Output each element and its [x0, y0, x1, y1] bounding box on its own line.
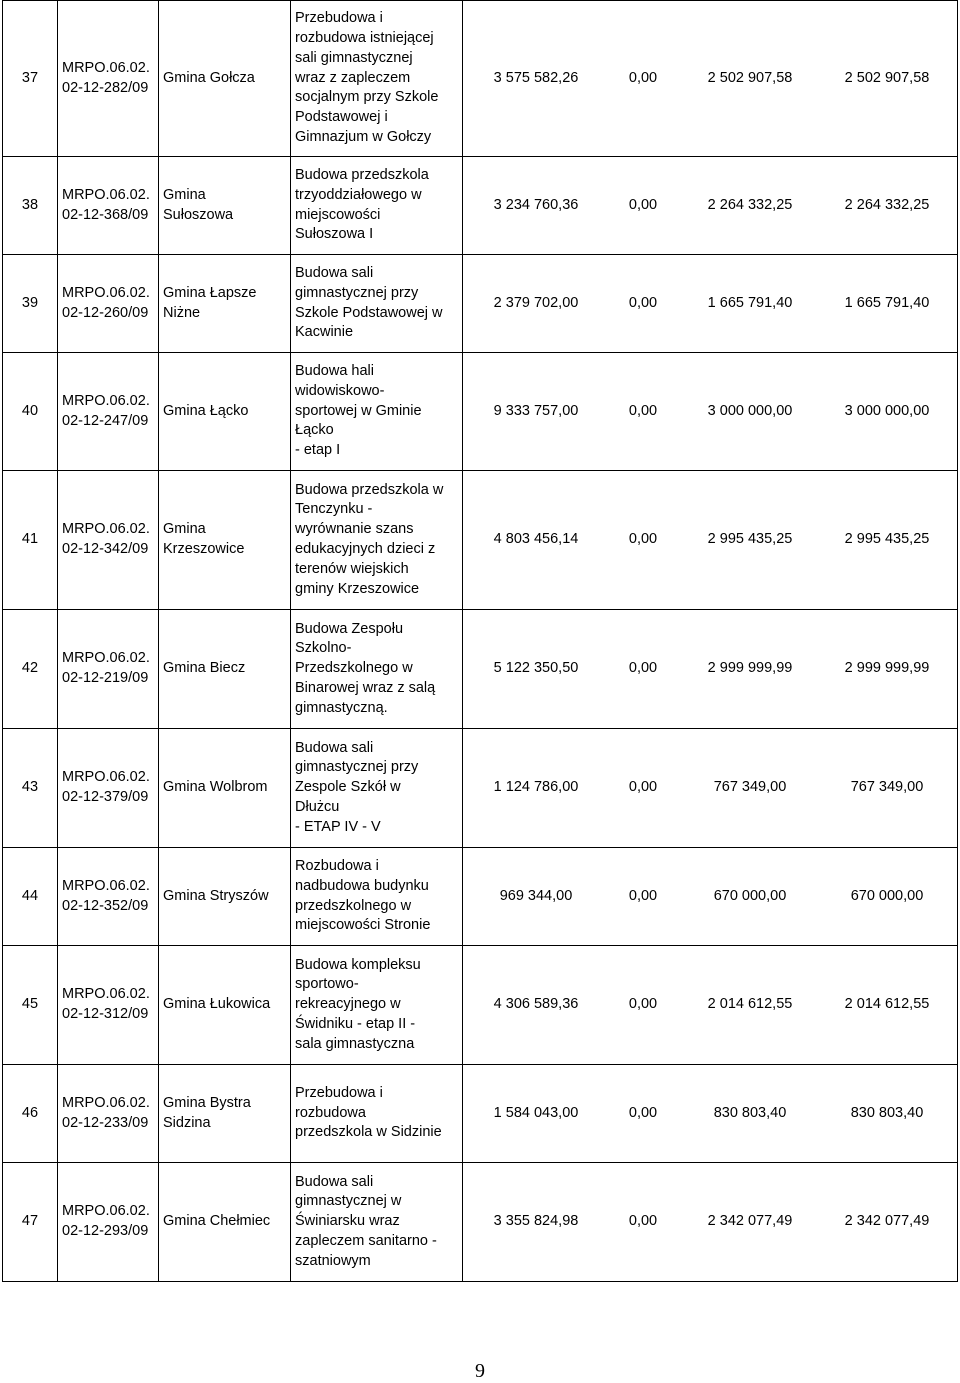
- cell-line: 02-12-379/09: [62, 789, 149, 805]
- amounts-cell: [463, 1163, 958, 1282]
- amounts-cell: [463, 157, 958, 255]
- project-title-cell: [291, 1065, 463, 1163]
- cell-line: 02-12-342/09: [62, 541, 149, 557]
- eligible-amount-value: 670 000,00: [713, 887, 787, 904]
- table-row: [3, 848, 958, 946]
- cell-line: Gmina Bystra: [163, 1094, 251, 1111]
- total-cost-value: 969 344,00: [499, 887, 573, 904]
- zero-value: 0,00: [628, 294, 658, 311]
- cell-line: Przebudowa i: [295, 1084, 383, 1101]
- table-row: [3, 255, 958, 353]
- project-title-cell: [291, 471, 463, 610]
- cell-line: 02-12-293/09: [62, 1223, 149, 1239]
- cell-line: sala gimnastyczna: [295, 1035, 415, 1052]
- cell-line: Sułoszowa: [163, 206, 234, 223]
- table-row: [3, 946, 958, 1065]
- amounts-cell: [463, 946, 958, 1065]
- cell-line: Gmina: [163, 186, 206, 203]
- cell-line: Budowa sali: [295, 1173, 374, 1190]
- cell-line: sportowo-: [295, 976, 359, 993]
- grants-table-body: [3, 1, 958, 1282]
- cell-line: miejscowości Stronie: [295, 917, 431, 934]
- row-number-cell: 39: [3, 255, 58, 353]
- cell-line: gimnastycznej przy: [295, 284, 419, 301]
- cofinancing-amount-value: 2 502 907,58: [844, 69, 930, 86]
- cell-line: rekreacyjnego w: [295, 996, 401, 1013]
- zero-value: 0,00: [628, 531, 658, 548]
- zero-value: 0,00: [628, 779, 658, 796]
- cell-line: sportowej w Gminie: [295, 402, 422, 419]
- application-id-cell: [58, 255, 159, 353]
- application-id-cell: [58, 471, 159, 610]
- application-id-cell: [58, 610, 159, 729]
- cell-line: gimnastyczną.: [295, 699, 388, 716]
- row-number-cell: 38: [3, 157, 58, 255]
- zero-value: 0,00: [628, 1104, 658, 1121]
- cell-line: - ETAP IV - V: [295, 818, 381, 835]
- grants-table: [2, 0, 958, 1282]
- zero-value: 0,00: [628, 196, 658, 213]
- beneficiary-cell: [159, 1, 291, 157]
- total-cost-value: 4 803 456,14: [493, 531, 579, 548]
- eligible-amount-value: 2 502 907,58: [707, 69, 793, 86]
- row-number-cell: 43: [3, 729, 58, 848]
- total-cost-value: 3 575 582,26: [493, 69, 579, 86]
- cell-line: MRPO.06.02.: [62, 284, 150, 301]
- cell-line: Krzeszowice: [163, 541, 245, 557]
- cell-line: Budowa sali: [295, 264, 374, 281]
- cell-line: MRPO.06.02.: [62, 1203, 150, 1220]
- total-cost-value: 3 355 824,98: [493, 1213, 579, 1230]
- page-number: 9: [475, 1360, 485, 1382]
- zero-value: 0,00: [628, 69, 658, 86]
- cell-line: rozbudowa: [295, 1104, 366, 1121]
- cell-line: Rozbudowa i: [295, 857, 379, 874]
- project-title-cell: [291, 1, 463, 157]
- cofinancing-amount-value: 830 803,40: [850, 1104, 924, 1121]
- row-number-cell: 41: [3, 471, 58, 610]
- project-title-cell: [291, 610, 463, 729]
- total-cost-value: 3 234 760,36: [493, 196, 579, 213]
- cell-line: MRPO.06.02.: [62, 59, 150, 76]
- zero-value: 0,00: [628, 996, 658, 1013]
- eligible-amount-value: 2 342 077,49: [707, 1213, 793, 1230]
- cell-line: Szkole Podstawowej w: [295, 304, 443, 321]
- beneficiary-cell: [159, 946, 291, 1065]
- cofinancing-amount-value: 2 014 612,55: [844, 996, 930, 1013]
- cell-line: Gmina Gołcza: [163, 69, 255, 86]
- cofinancing-amount-value: 2 995 435,25: [844, 531, 930, 548]
- cell-line: Gmina: [163, 521, 206, 538]
- cell-line: Budowa przedszkola: [295, 166, 429, 183]
- row-number-cell: 46: [3, 1065, 58, 1163]
- beneficiary-cell: [159, 729, 291, 848]
- project-title-cell: [291, 848, 463, 946]
- cell-line: Budowa sali: [295, 739, 374, 756]
- cell-line: Gmina Chełmiec: [163, 1213, 271, 1230]
- cell-line: 02-12-352/09: [62, 897, 149, 914]
- total-cost-value: 4 306 589,36: [493, 996, 579, 1013]
- beneficiary-cell: [159, 1065, 291, 1163]
- cell-line: 02-12-368/09: [62, 206, 149, 223]
- cell-line: Szkolno-: [295, 640, 352, 657]
- table-row: [3, 610, 958, 729]
- zero-value: 0,00: [628, 887, 658, 904]
- cell-line: nadbudowa budynku: [295, 877, 429, 894]
- cell-line: szatniowym: [295, 1252, 371, 1269]
- table-row: [3, 353, 958, 471]
- cell-line: wyrównanie szans: [295, 521, 414, 538]
- table-row: [3, 471, 958, 610]
- row-number-cell: 37: [3, 1, 58, 157]
- cell-line: gimnastycznej w: [295, 1193, 402, 1210]
- table-row: [3, 1, 958, 157]
- cofinancing-amount-value: 1 665 791,40: [844, 294, 930, 311]
- amounts-cell: [463, 471, 958, 610]
- cell-line: Świdniku - etap II -: [295, 1015, 416, 1032]
- row-number-cell: 47: [3, 1163, 58, 1282]
- cell-line: socjalnym przy Szkole: [295, 89, 439, 106]
- row-number-cell: 44: [3, 848, 58, 946]
- total-cost-value: 1 584 043,00: [493, 1104, 579, 1121]
- application-id-cell: [58, 729, 159, 848]
- project-title-cell: [291, 729, 463, 848]
- cell-line: gminy Krzeszowice: [295, 580, 420, 597]
- zero-value: 0,00: [628, 402, 658, 419]
- cell-line: Gmina Stryszów: [163, 887, 269, 904]
- beneficiary-cell: [159, 157, 291, 255]
- application-id-cell: [58, 1163, 159, 1282]
- cofinancing-amount-value: 3 000 000,00: [844, 402, 930, 419]
- cell-line: Budowa Zespołu: [295, 620, 404, 637]
- cofinancing-amount-value: 2 342 077,49: [844, 1213, 930, 1230]
- cell-line: sali gimnastycznej: [295, 49, 413, 66]
- cofinancing-amount-value: 767 349,00: [850, 779, 924, 796]
- cell-line: Podstawowej i: [295, 109, 388, 126]
- project-title-cell: [291, 353, 463, 471]
- total-cost-value: 5 122 350,50: [493, 660, 579, 677]
- beneficiary-cell: [159, 353, 291, 471]
- application-id-cell: [58, 946, 159, 1065]
- project-title-cell: [291, 1163, 463, 1282]
- eligible-amount-value: 1 665 791,40: [707, 294, 793, 311]
- application-id-cell: [58, 157, 159, 255]
- cell-line: - etap I: [295, 442, 341, 459]
- cell-line: Gmina Łapsze: [163, 284, 257, 301]
- cell-line: Sidzina: [163, 1114, 211, 1131]
- cell-line: 02-12-233/09: [62, 1114, 149, 1131]
- cell-line: Świniarsku wraz: [295, 1213, 400, 1230]
- total-cost-value: 1 124 786,00: [493, 779, 579, 796]
- cell-line: MRPO.06.02.: [62, 521, 150, 538]
- beneficiary-cell: [159, 848, 291, 946]
- table-row: [3, 1163, 958, 1282]
- application-id-cell: [58, 1, 159, 157]
- cofinancing-amount-value: 2 264 332,25: [844, 196, 930, 213]
- cell-line: Niżne: [163, 304, 201, 321]
- cell-line: Dłużcu: [295, 798, 340, 815]
- cell-line: 02-12-260/09: [62, 304, 149, 321]
- cell-line: wraz z zapleczem: [295, 69, 411, 86]
- cell-line: przedszkolnego w: [295, 897, 412, 914]
- amounts-cell: [463, 255, 958, 353]
- amounts-cell: [463, 729, 958, 848]
- project-title-cell: [291, 946, 463, 1065]
- cell-line: Gmina Łącko: [163, 402, 249, 419]
- table-row: [3, 729, 958, 848]
- cell-line: Gimnazjum w Gołczy: [295, 128, 432, 145]
- cell-line: 02-12-247/09: [62, 412, 149, 429]
- cell-line: Budowa przedszkola w: [295, 481, 444, 498]
- cofinancing-amount-value: 670 000,00: [850, 887, 924, 904]
- cell-line: MRPO.06.02.: [62, 1094, 150, 1111]
- eligible-amount-value: 2 264 332,25: [707, 196, 793, 213]
- total-cost-value: 2 379 702,00: [493, 294, 579, 311]
- eligible-amount-value: 2 999 999,99: [707, 660, 793, 677]
- cofinancing-amount-value: 2 999 999,99: [844, 660, 930, 677]
- beneficiary-cell: [159, 610, 291, 729]
- row-number-cell: 45: [3, 946, 58, 1065]
- cell-line: widowiskowo-: [295, 382, 385, 399]
- eligible-amount-value: 2 014 612,55: [707, 996, 793, 1013]
- cell-line: gimnastycznej przy: [295, 759, 419, 776]
- cell-line: Przedszkolnego w: [295, 660, 413, 677]
- table-row: [3, 1065, 958, 1163]
- amounts-cell: [463, 1065, 958, 1163]
- cell-line: 02-12-312/09: [62, 1006, 149, 1022]
- cell-line: Gmina Wolbrom: [163, 779, 268, 796]
- eligible-amount-value: 767 349,00: [713, 779, 787, 796]
- amounts-cell: [463, 1, 958, 157]
- cell-line: 02-12-282/09: [62, 79, 149, 96]
- cell-line: Budowa kompleksu: [295, 956, 421, 973]
- cell-line: Binarowej wraz z salą: [295, 679, 436, 696]
- cell-line: rozbudowa istniejącej: [295, 30, 434, 46]
- cell-line: 02-12-219/09: [62, 670, 149, 686]
- cell-line: MRPO.06.02.: [62, 986, 150, 1003]
- row-number-cell: 40: [3, 353, 58, 471]
- zero-value: 0,00: [628, 660, 658, 677]
- amounts-cell: [463, 610, 958, 729]
- cell-line: MRPO.06.02.: [62, 650, 150, 667]
- amounts-cell: [463, 353, 958, 471]
- cell-line: Sułoszowa I: [295, 226, 374, 243]
- cell-line: MRPO.06.02.: [62, 186, 150, 203]
- cell-line: terenów wiejskich: [295, 560, 409, 577]
- cell-line: Przebudowa i: [295, 10, 383, 27]
- cell-line: miejscowości: [295, 206, 381, 223]
- row-number-cell: 42: [3, 610, 58, 729]
- total-cost-value: 9 333 757,00: [493, 402, 579, 419]
- amounts-cell: [463, 848, 958, 946]
- application-id-cell: [58, 1065, 159, 1163]
- beneficiary-cell: [159, 255, 291, 353]
- project-title-cell: [291, 157, 463, 255]
- cell-line: edukacyjnych dzieci z: [295, 541, 436, 557]
- cell-line: Zespole Szkół w: [295, 779, 401, 796]
- zero-value: 0,00: [628, 1213, 658, 1230]
- cell-line: Kacwinie: [295, 324, 354, 341]
- cell-line: zapleczem sanitarno -: [295, 1232, 437, 1249]
- cell-line: trzyoddziałowego w: [295, 186, 422, 203]
- cell-line: Gmina Biecz: [163, 660, 246, 677]
- cell-line: MRPO.06.02.: [62, 877, 150, 894]
- cell-line: MRPO.06.02.: [62, 392, 150, 409]
- eligible-amount-value: 3 000 000,00: [707, 402, 793, 419]
- project-title-cell: [291, 255, 463, 353]
- cell-line: Łącko: [295, 422, 334, 439]
- cell-line: przedszkola w Sidzinie: [295, 1124, 442, 1141]
- application-id-cell: [58, 848, 159, 946]
- eligible-amount-value: 830 803,40: [713, 1104, 787, 1121]
- beneficiary-cell: [159, 1163, 291, 1282]
- cell-line: MRPO.06.02.: [62, 769, 150, 786]
- eligible-amount-value: 2 995 435,25: [707, 531, 793, 548]
- cell-line: Budowa hali: [295, 363, 374, 379]
- cell-line: Tenczynku -: [295, 501, 373, 518]
- table-row: [3, 157, 958, 255]
- beneficiary-cell: [159, 471, 291, 610]
- application-id-cell: [58, 353, 159, 471]
- cell-line: Gmina Łukowica: [163, 996, 271, 1013]
